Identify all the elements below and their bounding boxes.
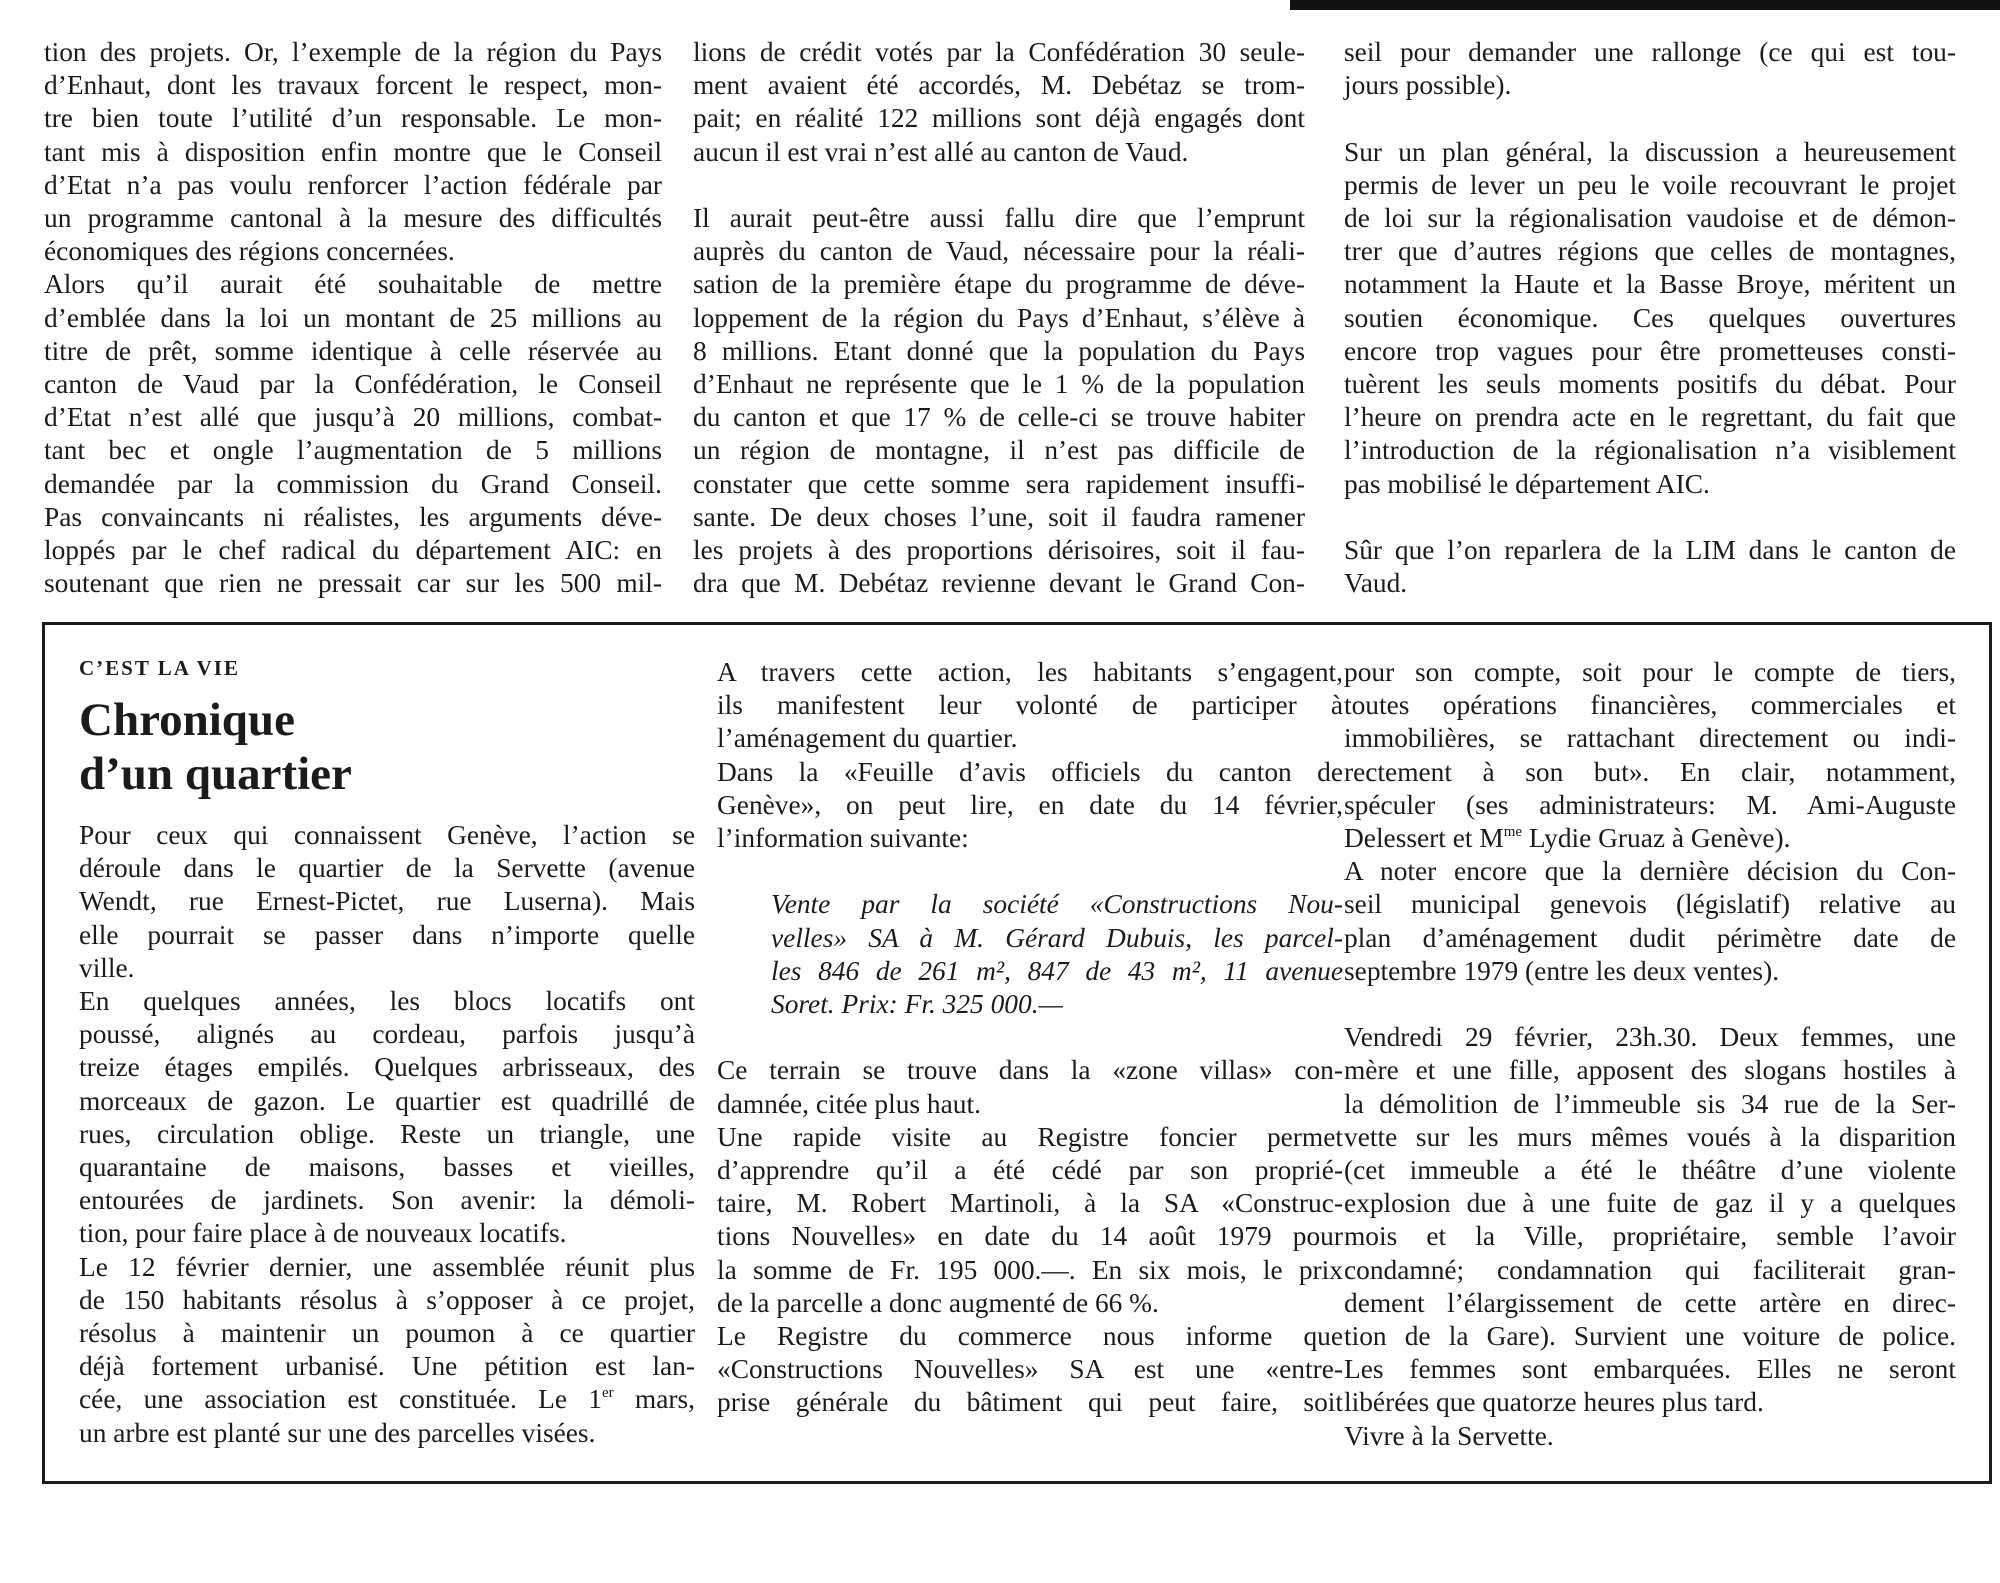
text-line: déjà fortement urbanisé. Une pétition est lan- [79, 1351, 695, 1382]
text-line: trer que d’autres régions que celles de montagnes, [1344, 236, 1956, 267]
text-line: Les femmes sont embarquées. Elles ne seront [1344, 1354, 1956, 1385]
text-line: treize étages empilés. Quelques arbrisseaux, des [79, 1052, 695, 1083]
text-line: Le 12 février dernier, une assemblée réunit plus [79, 1251, 695, 1282]
text-line: un programme cantonal à la mesure des difficultés [44, 203, 662, 234]
text-line: Vendredi 29 février, 23h.30. Deux femmes, une [1344, 1022, 1956, 1053]
text-line: déroule dans le quartier de la Servette (avenue [79, 853, 695, 884]
text-line: Une rapide visite au Registre foncier permet [717, 1121, 1343, 1152]
text-line: Sur un plan général, la discussion a heureusement [1344, 136, 1956, 167]
article-title-line: Chronique [79, 694, 295, 746]
article-column-1 [79, 656, 695, 1450]
superscript: me [1503, 824, 1523, 841]
top-column-1 [44, 36, 662, 600]
text-line: d’Etat n’est allé que jusqu’à 20 millions, combat- [44, 402, 662, 433]
paragraph-gap [1344, 501, 1956, 534]
text-line: taire, M. Robert Martinoli, à la SA «Construc- [717, 1188, 1343, 1219]
text-line: entourées de jardinets. Son avenir: la démoli- [79, 1185, 695, 1216]
text-line: sation de la première étape du programme de déve- [693, 269, 1305, 300]
text-line: morceaux de gazon. Le quartier est quadrillé de [79, 1085, 695, 1116]
top-column-3 [1344, 36, 1956, 600]
text-line: velles» SA à M. Gérard Dubuis, les parcel- [771, 922, 1343, 953]
text-line: soutien économique. Ces quelques ouvertures [1344, 302, 1956, 333]
text-line: ment avaient été accordés, M. Debétaz se trom- [693, 70, 1305, 101]
text-line: condamné; condamnation qui faciliterait gran- [1344, 1254, 1956, 1285]
text-line: rues, circulation oblige. Reste un triangle, une [79, 1118, 695, 1149]
text-line: résolus à maintenir un poumon à ce quartier [79, 1318, 695, 1349]
text-line: de la parcelle a donc augmenté de 66 %. [717, 1287, 1159, 1318]
text-line: explosion due à une fuite de gaz il y a quelques [1344, 1188, 1956, 1219]
text-line: Pour ceux qui connaissent Genève, l’action se [79, 820, 695, 850]
text-line: du canton et que 17 % de celle-ci se trouve habiter [693, 402, 1305, 433]
text-line: un région de montagne, il n’est pas difficile de [693, 435, 1305, 466]
text-line: lions de crédit votés par la Confédération 30 seule- [693, 37, 1305, 67]
text-line: Il aurait peut-être aussi fallu dire que l’emprunt [693, 203, 1305, 233]
article-column-3 [1344, 656, 1956, 1453]
paragraph-gap [693, 169, 1305, 202]
text-line: seil pour demander une rallonge (ce qui est tou- [1344, 37, 1956, 67]
text-line: jours possible). [1344, 70, 1512, 101]
text-fragment: cée, une association est constituée. Le 1 [79, 1384, 602, 1415]
text-line: tion de la Gare). Survient une voiture de police. [1344, 1321, 1956, 1352]
top-rule [1290, 0, 2000, 10]
article-rubric: C’EST LA VIE [79, 656, 240, 680]
text-line: les projets à des proportions dérisoires, soit il fau- [693, 535, 1305, 566]
text-line: Genève», on peut lire, en date du 14 février, [717, 789, 1343, 820]
text-line: Dans la «Feuille d’avis officiels du canton de [717, 756, 1343, 787]
text-line: titre de prêt, somme identique à celle réservée au [44, 335, 662, 366]
text-line: Vaud. [1344, 568, 1408, 599]
text-line: Soret. Prix: Fr. 325 000.— [771, 989, 1063, 1020]
text-line: Vente par la société «Constructions Nou- [771, 889, 1343, 920]
text-line: libérées que quatorze heures plus tard. [1344, 1387, 1764, 1418]
text-line: A travers cette action, les habitants s’engagent, [717, 657, 1343, 687]
text-line: les 846 de 261 m², 847 de 43 m², 11 avenue [771, 955, 1343, 986]
text-line: ville. [79, 952, 135, 983]
text-line: tion, pour faire place à de nouveaux locatifs. [79, 1218, 567, 1249]
text-line: Pas convaincants ni réalistes, les arguments déve- [44, 501, 662, 532]
text-line: toutes opérations financières, commerciales et [1344, 690, 1956, 721]
official-notice-quote [717, 888, 1343, 1021]
text-line: tre bien toute l’utilité d’un responsable. Le mon- [44, 103, 662, 134]
text-line: quarantaine de maisons, basses et vieilles, [79, 1152, 695, 1183]
text-line: d’emblée dans la loi un montant de 25 millions au [44, 302, 662, 333]
text-line: constater que cette somme sera rapidement insuffi- [693, 468, 1305, 499]
paragraph-gap [717, 1021, 1343, 1054]
text-line: immobilières, se rattachant directement ou indi- [1344, 723, 1956, 754]
text-line: Sûr que l’on reparlera de la LIM dans le canton de [1344, 535, 1956, 566]
text-line: notamment la Haute et la Basse Broye, méritent un [1344, 269, 1956, 300]
top-column-2 [693, 36, 1305, 600]
text-line: septembre 1979 (entre les deux ventes). [1344, 955, 1780, 986]
article-box [42, 622, 1992, 1484]
text-line: Le Registre du commerce nous informe que [717, 1321, 1343, 1352]
text-fragment: Delessert et M [1344, 823, 1504, 854]
text-line: plan d’aménagement dudit périmètre date de [1344, 922, 1956, 953]
paragraph-gap [717, 855, 1343, 888]
text-line: tions Nouvelles» en date du 14 août 1979 pour [717, 1221, 1343, 1252]
text-line: encore trop vagues pour être prometteuses consti- [1344, 335, 1956, 366]
text-line: dement l’élargissement de cette artère en direc- [1344, 1287, 1956, 1318]
text-line: auprès du canton de Vaud, nécessaire pour la réali- [693, 236, 1305, 267]
text-line: Wendt, rue Ernest-Pictet, rue Luserna). Mais [79, 886, 695, 917]
text-line: d’apprendre qu’il a été cédé par son proprié- [717, 1155, 1343, 1186]
text-line [1344, 822, 1956, 855]
text-line: l’information suivante: [717, 823, 969, 854]
text-line: A noter encore que la dernière décision du Con- [1344, 856, 1956, 887]
text-line: seil municipal genevois (législatif) relative au [1344, 889, 1956, 920]
article-column-2 [717, 656, 1343, 1420]
text-line: de loi sur la régionalisation vaudoise et de démon- [1344, 203, 1956, 233]
text-line: demandée par la commission du Grand Conseil. [44, 468, 662, 499]
text-line: Vivre à la Servette. [1344, 1420, 1554, 1451]
text-line: dra que M. Debétaz revienne devant le Grand Con- [693, 568, 1305, 599]
text-line: tion des projets. Or, l’exemple de la région du Pays [44, 37, 662, 67]
text-fragment: Lydie Gruaz à Genève). [1522, 823, 1791, 854]
text-line: sante. De deux choses l’une, soit il faudra ramener [693, 501, 1305, 532]
text-line: canton de Vaud par la Confédération, le Conseil [44, 369, 662, 400]
text-line: pait; en réalité 122 millions sont déjà engagés dont [693, 103, 1305, 134]
text-line: tant bec et ongle l’augmentation de 5 millions [44, 435, 662, 466]
text-line: d’Enhaut ne représente que le 1 % de la population [693, 369, 1305, 400]
text-line: économiques des régions concernées. [44, 236, 455, 267]
text-line: mère et une fille, apposent des slogans hostiles à [1344, 1055, 1956, 1086]
text-line: de 150 habitants résolus à s’opposer à ce projet, [79, 1284, 695, 1315]
article-title [79, 693, 695, 801]
text-line: «Constructions Nouvelles» SA est une «entre- [717, 1354, 1343, 1385]
text-line: (cet immeuble a été le théâtre d’une violente [1344, 1155, 1956, 1186]
text-line: Alors qu’il aurait été souhaitable de mettre [44, 269, 662, 300]
text-line: prise générale du bâtiment qui peut faire, soit [717, 1387, 1343, 1418]
text-line: Ce terrain se trouve dans la «zone villas» con- [717, 1055, 1343, 1086]
text-line: loppés par le chef radical du département AIC: en [44, 535, 662, 566]
text-line: d’Enhaut, dont les travaux forcent le respect, mon- [44, 70, 662, 101]
text-line: loppement de la région du Pays d’Enhaut, s’élève à [693, 302, 1305, 333]
text-line: un arbre est planté sur une des parcelles visées. [79, 1417, 596, 1448]
text-line [79, 1383, 695, 1416]
text-line: rectement à son but». En clair, notamment, [1344, 756, 1956, 787]
text-line: d’Etat n’a pas voulu renforcer l’action fédérale par [44, 169, 662, 200]
text-line: l’aménagement du quartier. [717, 723, 1018, 754]
text-line: aucun il est vrai n’est allé au canton de Vaud. [693, 136, 1189, 167]
text-line: mois et la Ville, propriétaire, semble l’avoir [1344, 1221, 1956, 1252]
text-line: tant mis à disposition enfin montre que le Conseil [44, 136, 662, 167]
text-line: la somme de Fr. 195 000.—. En six mois, le prix [717, 1254, 1343, 1285]
text-line: En quelques années, les blocs locatifs ont [79, 986, 695, 1017]
text-line: permis de lever un peu le voile recouvrant le projet [1344, 169, 1956, 200]
text-line: pas mobilisé le département AIC. [1344, 468, 1710, 499]
paragraph-gap [1344, 988, 1956, 1021]
text-line: vette sur les murs mêmes voués à la disparition [1344, 1121, 1956, 1152]
text-line: elle pourrait se passer dans n’importe quelle [79, 919, 695, 950]
text-line: damnée, citée plus haut. [717, 1088, 981, 1119]
text-line: pour son compte, soit pour le compte de tiers, [1344, 657, 1956, 687]
paragraph-gap [1344, 102, 1956, 135]
text-line: la démolition de l’immeuble sis 34 rue de la Ser- [1344, 1088, 1956, 1119]
text-line: l’introduction de la régionalisation n’a visiblement [1344, 435, 1956, 466]
text-fragment: mars, [613, 1384, 695, 1415]
text-line: spéculer (ses administrateurs: M. Ami-Auguste [1344, 789, 1956, 820]
text-line: tuèrent les seuls moments positifs du débat. Pour [1344, 369, 1956, 400]
text-line: soutenant que rien ne pressait car sur les 500 mil- [44, 568, 662, 599]
text-line: poussé, alignés au cordeau, parfois jusqu’à [79, 1019, 695, 1050]
text-line: l’heure on prendra acte en le regrettant, du fait que [1344, 402, 1956, 433]
text-line: ils manifestent leur volonté de participer à [717, 690, 1343, 721]
superscript: er [601, 1385, 614, 1402]
article-title-line: d’un quartier [79, 748, 352, 800]
text-line: 8 millions. Etant donné que la population du Pays [693, 335, 1305, 366]
